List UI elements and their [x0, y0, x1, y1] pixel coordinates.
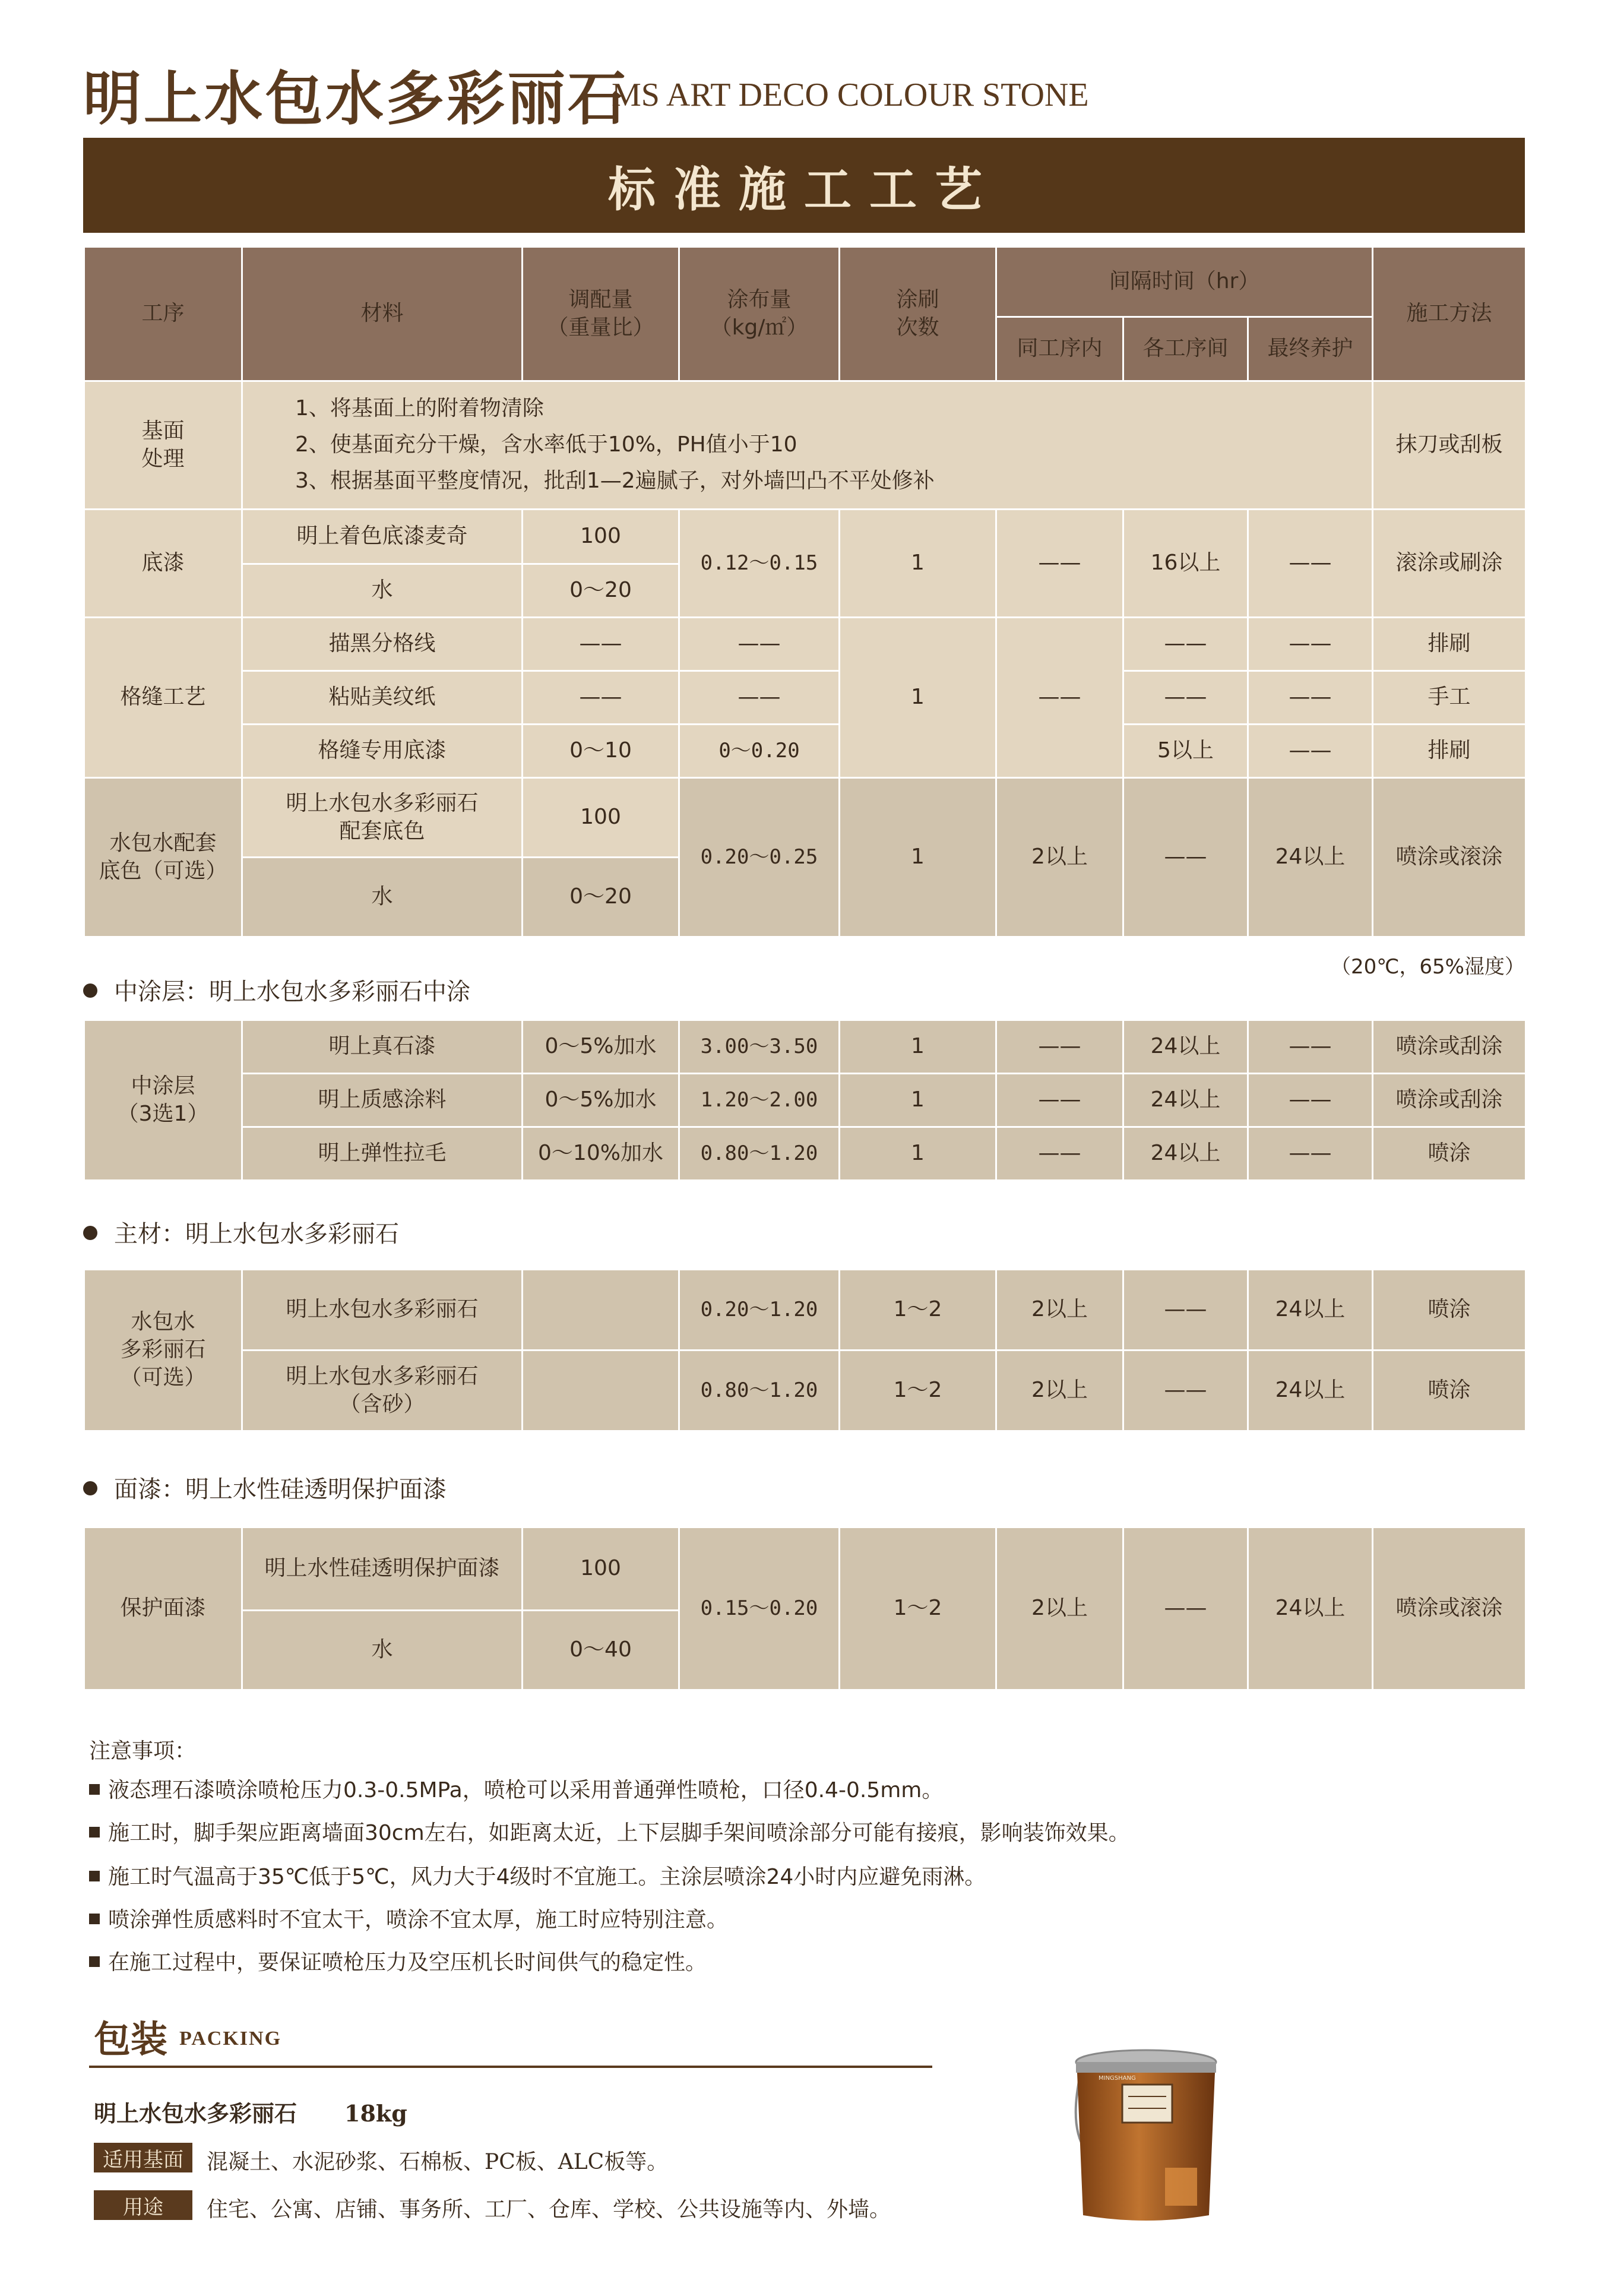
packing-title: 包装 [94, 2017, 168, 2061]
note-item: 喷涂弹性质感料时不宜太干，喷涂不宜太厚，施工时应特别注意。 [89, 1903, 728, 1933]
svg-text:MINGSHANG: MINGSHANG [1099, 2075, 1136, 2082]
condition-note: （20℃，65%湿度） [1330, 955, 1525, 979]
cell: 0～5%加水 [523, 1074, 679, 1127]
cell: 100 [523, 510, 679, 564]
table-row [84, 671, 1526, 725]
cell: 1 [840, 778, 996, 937]
cell: 24以上 [1123, 1127, 1248, 1181]
cell: —— [1248, 725, 1373, 778]
cell: 排刷 [1373, 725, 1526, 778]
cell: 排刷 [1373, 618, 1526, 671]
cell: 0～20 [523, 858, 679, 937]
cell: 1 [840, 1020, 996, 1074]
cell: 1 [840, 1127, 996, 1181]
cell [523, 1270, 679, 1351]
process-table [83, 246, 1527, 938]
cell: —— [1123, 1527, 1248, 1690]
cell: 0.12～0.15 [679, 510, 840, 618]
col-each: 各工序间 [1123, 317, 1248, 381]
product-line: 明上水包水多彩丽石 18kg [94, 2100, 407, 2127]
col-coverage: 涂布量 （kg/㎡） [679, 247, 840, 381]
cell: 100 [523, 778, 679, 858]
cell: 明上水包水多彩丽石 [242, 1270, 523, 1351]
cell: 0.20～1.20 [679, 1270, 840, 1351]
cell: 24以上 [1248, 1527, 1373, 1690]
top-step: 保护面漆 [84, 1527, 242, 1690]
cell: 1 [840, 1074, 996, 1127]
table-row [84, 510, 1526, 564]
table-row [84, 381, 1526, 510]
cell: —— [1248, 1020, 1373, 1074]
cell: 16以上 [1123, 510, 1248, 618]
prep-step: 基面 处理 [84, 381, 242, 510]
table-row [84, 1074, 1526, 1127]
cell: 0.80～1.20 [679, 1351, 840, 1431]
cell: 1.20～2.00 [679, 1074, 840, 1127]
table-row [84, 618, 1526, 671]
cell: 1～2 [840, 1270, 996, 1351]
table-row [84, 1127, 1526, 1181]
cell: 1～2 [840, 1351, 996, 1431]
cell: 0～0.20 [679, 725, 840, 778]
main-step: 水包水 多彩丽石 （可选） [84, 1270, 242, 1431]
cell: —— [996, 510, 1123, 618]
cell: 明上真石漆 [242, 1020, 523, 1074]
col-material: 材料 [242, 247, 523, 381]
cell: 水 [242, 564, 523, 618]
cell: —— [1123, 778, 1248, 937]
cell: —— [1248, 671, 1373, 725]
cell: 24以上 [1123, 1020, 1248, 1074]
cell: 滚涂或刷涂 [1373, 510, 1526, 618]
cell: 1 [840, 510, 996, 618]
cell: —— [1248, 1074, 1373, 1127]
note-item: 施工时气温高于35℃低于5℃，风力大于4级时不宜施工。主涂层喷涂24小时内应避免雨淋。 [89, 1860, 986, 1890]
cell: 喷涂或滚涂 [1373, 778, 1526, 937]
table-row [84, 1020, 1526, 1074]
page-subtitle: MS ART DECO COLOUR STONE [612, 77, 1089, 113]
primer-step: 底漆 [84, 510, 242, 618]
cell: 喷涂或滚涂 [1373, 1527, 1526, 1690]
cell: 喷涂 [1373, 1351, 1526, 1431]
prep-lines: 1、将基面上的附着物清除 2、使基面充分干燥，含水率低于10%，PH值小于10 3、根据基面平整度情况，批刮1—2遍腻子，对外墙凹凸不平处修补 [242, 381, 1373, 510]
cell: 24以上 [1123, 1074, 1248, 1127]
cell: 1 [840, 618, 996, 778]
cell: —— [996, 1074, 1123, 1127]
usage-text: 住宅、公寓、店铺、事务所、工厂、仓库、学校、公共设施等内、外墙。 [207, 2197, 891, 2222]
cell: —— [996, 1127, 1123, 1181]
cell: 3.00～3.50 [679, 1020, 840, 1074]
cell: 100 [523, 1527, 679, 1611]
cell: 0～5%加水 [523, 1020, 679, 1074]
mid-coat-table [83, 1019, 1527, 1181]
joint-step: 格缝工艺 [84, 618, 242, 778]
page-title: 明上水包水多彩丽石 [83, 65, 629, 133]
prep-method: 抹刀或刮板 [1373, 381, 1526, 510]
cell: —— [523, 671, 679, 725]
cell: 明上弹性拉毛 [242, 1127, 523, 1181]
cell: —— [1248, 1127, 1373, 1181]
col-same: 同工序内 [996, 317, 1123, 381]
table-row [84, 1527, 1526, 1611]
cell: 明上着色底漆麦奇 [242, 510, 523, 564]
col-interval: 间隔时间（hr） [996, 247, 1373, 317]
col-ratio: 调配量 （重量比） [523, 247, 679, 381]
section-heading-top: 面漆：明上水性硅透明保护面漆 [83, 1470, 447, 1504]
cell: —— [679, 671, 840, 725]
cell: 粘贴美纹纸 [242, 671, 523, 725]
cell: 水 [242, 858, 523, 937]
cell: —— [996, 618, 1123, 778]
main-material-table [83, 1269, 1527, 1432]
table-row [84, 1270, 1526, 1351]
cell: —— [1123, 1270, 1248, 1351]
usage-tag: 用途 [94, 2190, 192, 2220]
base-step: 水包水配套 底色（可选） [84, 778, 242, 937]
mid-step: 中涂层 （3选1） [84, 1020, 242, 1181]
cell: 明上水包水多彩丽石 配套底色 [242, 778, 523, 858]
cell: —— [1248, 618, 1373, 671]
cell: 0～10 [523, 725, 679, 778]
cell: —— [523, 618, 679, 671]
col-final: 最终养护 [1248, 317, 1373, 381]
cell: 明上质感涂料 [242, 1074, 523, 1127]
section-heading-mid: 中涂层：明上水包水多彩丽石中涂 [83, 973, 470, 1007]
cell: —— [1123, 671, 1248, 725]
table-row [84, 778, 1526, 858]
top-coat-table [83, 1526, 1527, 1691]
note-item: 施工时，脚手架应距离墙面30cm左右，如距离太近，上下层脚手架间喷涂部分可能有接痕，影响装饰效果。 [89, 1816, 1130, 1846]
table-row [84, 1351, 1526, 1431]
cell: 2以上 [996, 778, 1123, 937]
cell: 明上水包水多彩丽石 （含砂） [242, 1351, 523, 1431]
cell: 5以上 [1123, 725, 1248, 778]
cell: 24以上 [1248, 1351, 1373, 1431]
cell: —— [1123, 618, 1248, 671]
note-item: 在施工过程中，要保证喷枪压力及空压机长时间供气的稳定性。 [89, 1946, 707, 1976]
cell: 水 [242, 1611, 523, 1690]
cell: 2以上 [996, 1351, 1123, 1431]
cell: —— [679, 618, 840, 671]
substrate-tag: 适用基面 [94, 2143, 192, 2172]
col-method: 施工方法 [1373, 247, 1526, 381]
table-row [84, 725, 1526, 778]
note-item: 液态理石漆喷涂喷枪压力0.3-0.5MPa，喷枪可以采用普通弹性喷枪，口径0.4-0.5mm。 [89, 1773, 943, 1804]
cell: 0.15～0.20 [679, 1527, 840, 1690]
cell: 0～20 [523, 564, 679, 618]
section-banner: 标准施工工艺 [83, 138, 1525, 233]
cell: 1～2 [840, 1527, 996, 1690]
cell: 喷涂 [1373, 1270, 1526, 1351]
notes-title: 注意事项： [89, 1739, 197, 1763]
cell: 24以上 [1248, 1270, 1373, 1351]
cell: 喷涂 [1373, 1127, 1526, 1181]
cell: 手工 [1373, 671, 1526, 725]
cell [523, 1351, 679, 1431]
cell: 明上水性硅透明保护面漆 [242, 1527, 523, 1611]
cell: 格缝专用底漆 [242, 725, 523, 778]
cell: 2以上 [996, 1527, 1123, 1690]
packing-title-en: PACKING [179, 2028, 282, 2050]
col-step: 工序 [84, 247, 242, 381]
cell: 2以上 [996, 1270, 1123, 1351]
divider [89, 2066, 932, 2068]
substrate-text: 混凝土、水泥砂浆、石棉板、PC板、ALC板等。 [207, 2150, 669, 2174]
cell: —— [1123, 1351, 1248, 1431]
cell: —— [1248, 510, 1373, 618]
cell: 0.20～0.25 [679, 778, 840, 937]
cell: 0.80～1.20 [679, 1127, 840, 1181]
cell: 描黑分格线 [242, 618, 523, 671]
cell: 0～10%加水 [523, 1127, 679, 1181]
col-coats: 涂刷 次数 [840, 247, 996, 381]
cell: 喷涂或刮涂 [1373, 1074, 1526, 1127]
cell: 0～40 [523, 1611, 679, 1690]
cell: 24以上 [1248, 778, 1373, 937]
cell: 喷涂或刮涂 [1373, 1020, 1526, 1074]
section-heading-main: 主材：明上水包水多彩丽石 [83, 1215, 399, 1249]
paint-bucket-image [1057, 2037, 1235, 2233]
cell: —— [996, 1020, 1123, 1074]
